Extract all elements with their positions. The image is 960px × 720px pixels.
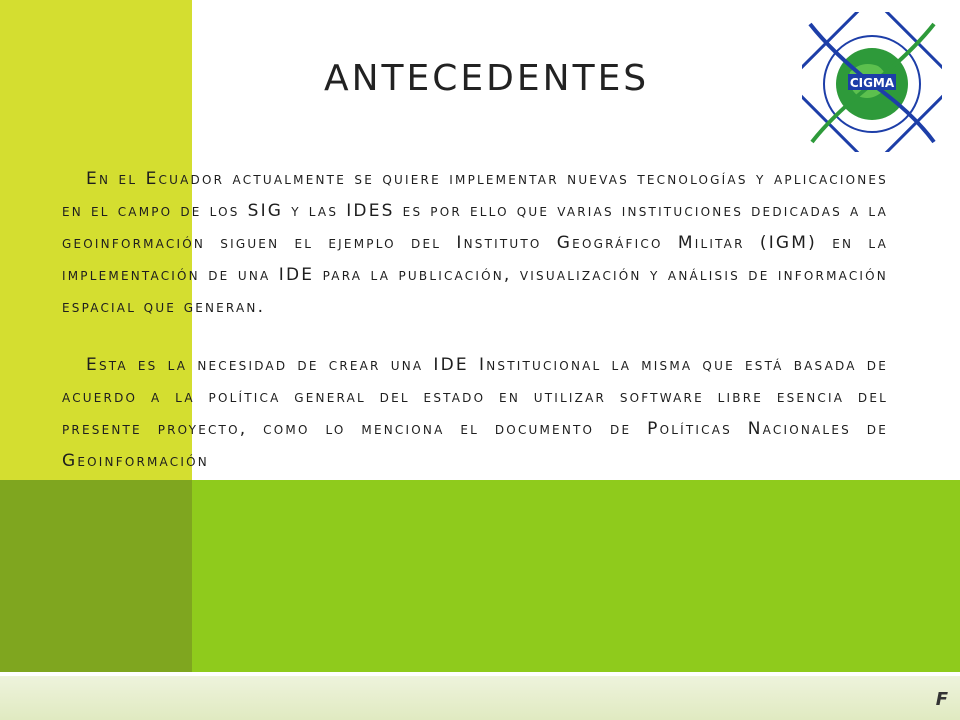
paragraph-antecedentes-1: En el Ecuador actualmente se quiere implementar nuevas tecnologías y aplicaciones en el campo de los SIG y las IDES es por ello que varias instituciones dedicadas a la geoinformación siguen el ejemplo del Instituto Geográfico Militar (IGM) en la implementación de una IDE para la publicación, visualización y análisis de información espacial que generan. [62, 169, 888, 317]
footer-mark: F [935, 689, 948, 710]
paragraph-antecedentes-2: Esta es la necesidad de crear una IDE Institucional la misma que está basada de acuerdo a la política general del estado en utilizar software libre esencia del presente proyecto, como lo menciona el documento de Políticas Nacionales de Geoinformación [62, 355, 888, 471]
slide-body [62, 163, 888, 503]
bottom-green-band [192, 480, 960, 672]
left-accent-band-dark [0, 480, 192, 672]
cigma-logo-icon [802, 12, 942, 152]
cigma-logo [802, 12, 942, 152]
logo-wordmark: CIGMA [849, 76, 895, 90]
slide-title: ANTECEDENTES [324, 58, 650, 99]
slide-footer [0, 672, 960, 720]
